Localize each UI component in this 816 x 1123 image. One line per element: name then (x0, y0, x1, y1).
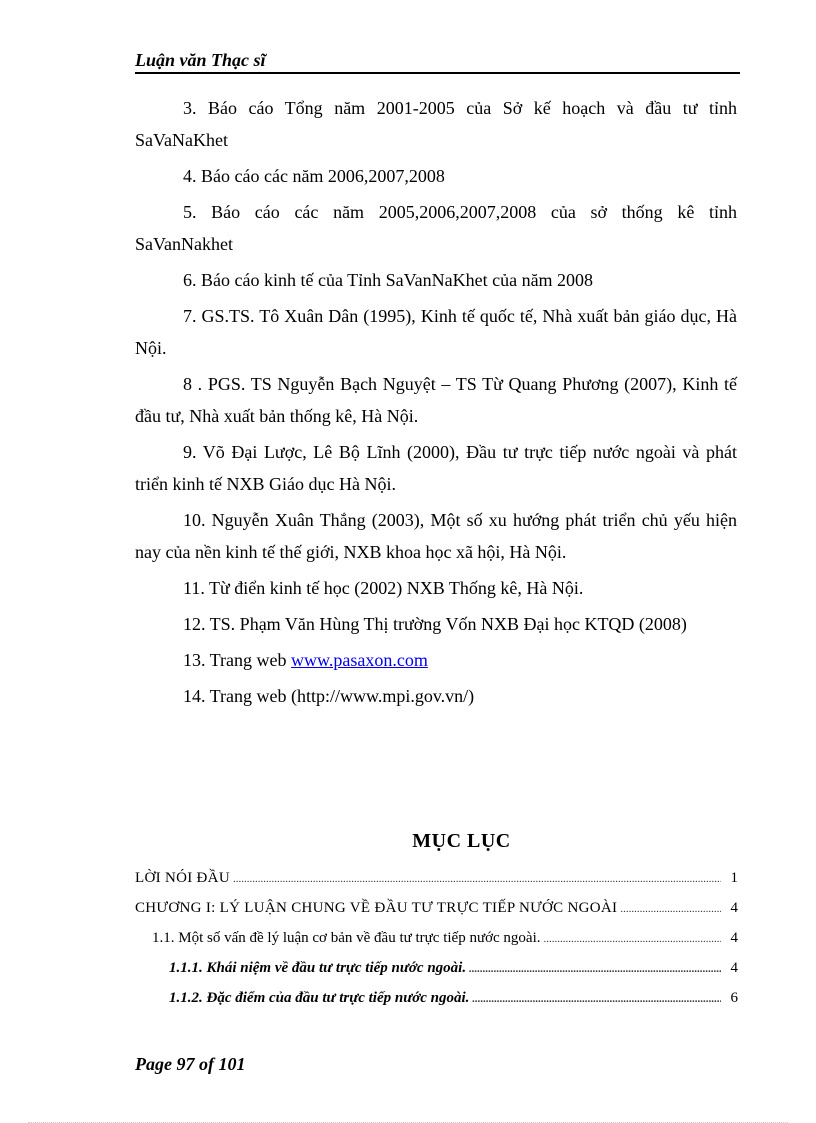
toc-entry-label: 1.1.2. Đặc điểm của đầu tư trực tiếp nước ngoài. (169, 990, 470, 1006)
toc-leader-dots (620, 903, 721, 915)
toc-title: MỤC LỤC (412, 830, 511, 852)
reference-item: 5. Báo cáo các năm 2005,2006,2007,2008 của sở thống kê tỉnh SaVanNakhet (135, 202, 737, 254)
toc-leader-dots (544, 933, 722, 945)
reference-item: 7. GS.TS. Tô Xuân Dân (1995), Kinh tế quốc tế, Nhà xuất bản giáo dục, Hà Nội. (135, 306, 737, 358)
reference-list (135, 92, 737, 716)
table-of-contents (135, 870, 738, 1020)
reference-item: 3. Báo cáo Tổng năm 2001-2005 của Sở kế hoạch và đầu tư tỉnh SaVaNaKhet (135, 98, 737, 150)
toc-entry[interactable] (135, 990, 738, 1020)
reference-item: 4. Báo cáo các năm 2006,2007,2008 (183, 166, 445, 186)
toc-entry[interactable] (135, 900, 738, 930)
toc-leader-dots (233, 873, 721, 885)
reference-item: 12. TS. Phạm Văn Hùng Thị trường Vốn NXB Đại học KTQD (2008) (183, 614, 687, 634)
toc-entry[interactable] (135, 930, 738, 960)
reference-prefix: 13. Trang web (183, 650, 292, 670)
reference-item: 14. Trang web (http://www.mpi.gov.vn/) (183, 686, 475, 706)
toc-leader-dots (472, 993, 721, 1005)
reference-item: 9. Võ Đại Lược, Lê Bộ Lĩnh (2000), Đầu tư trực tiếp nước ngoài và phát triển kinh tế NXB Giáo dục Hà Nội. (135, 442, 737, 494)
reference-item: 8 . PGS. TS Nguyễn Bạch Nguyệt – TS Từ Quang Phương (2007), Kinh tế đầu tư, Nhà xuất bản thống kê, Hà Nội. (135, 374, 737, 426)
toc-entry-page: 4 (730, 960, 738, 976)
toc-entry-page: 1 (730, 870, 738, 886)
reference-item: 11. Từ điển kinh tế học (2002) NXB Thống kê, Hà Nội. (183, 578, 584, 598)
page-footer: Page 97 of 101 (135, 1054, 246, 1074)
toc-entry-page: 4 (730, 930, 738, 946)
page-header (135, 48, 740, 74)
toc-entry-label: LỜI NÓI ĐẦU (135, 870, 230, 886)
toc-entry[interactable] (135, 960, 738, 990)
pasaxon-link[interactable]: www.pasaxon.com (291, 650, 428, 670)
reference-item: 6. Báo cáo kinh tế của Tỉnh SaVanNaKhet của năm 2008 (183, 270, 594, 290)
toc-entry-label: CHƯƠNG I: LÝ LUẬN CHUNG VỀ ĐẦU TƯ TRỰC TIẾP NƯỚC NGOÀI (135, 900, 618, 916)
reference-item-web (135, 644, 737, 676)
reference-item: 10. Nguyễn Xuân Thắng (2003), Một số xu hướng phát triển chủ yếu hiện nay của nền kinh tế thế giới, NXB khoa học xã hội, Hà Nội. (135, 510, 737, 562)
toc-entry-label: 1.1. Một số vấn đề lý luận cơ bản về đầu tư trực tiếp nước ngoài. (152, 930, 541, 946)
toc-entry-label: 1.1.1. Khái niệm về đầu tư trực tiếp nước ngoài. (169, 960, 467, 976)
toc-entry-page: 4 (730, 900, 738, 916)
header-title: Luận văn Thạc sĩ (135, 50, 266, 70)
toc-leader-dots (469, 963, 721, 975)
toc-entry[interactable] (135, 870, 738, 900)
toc-entry-page: 6 (730, 990, 738, 1006)
